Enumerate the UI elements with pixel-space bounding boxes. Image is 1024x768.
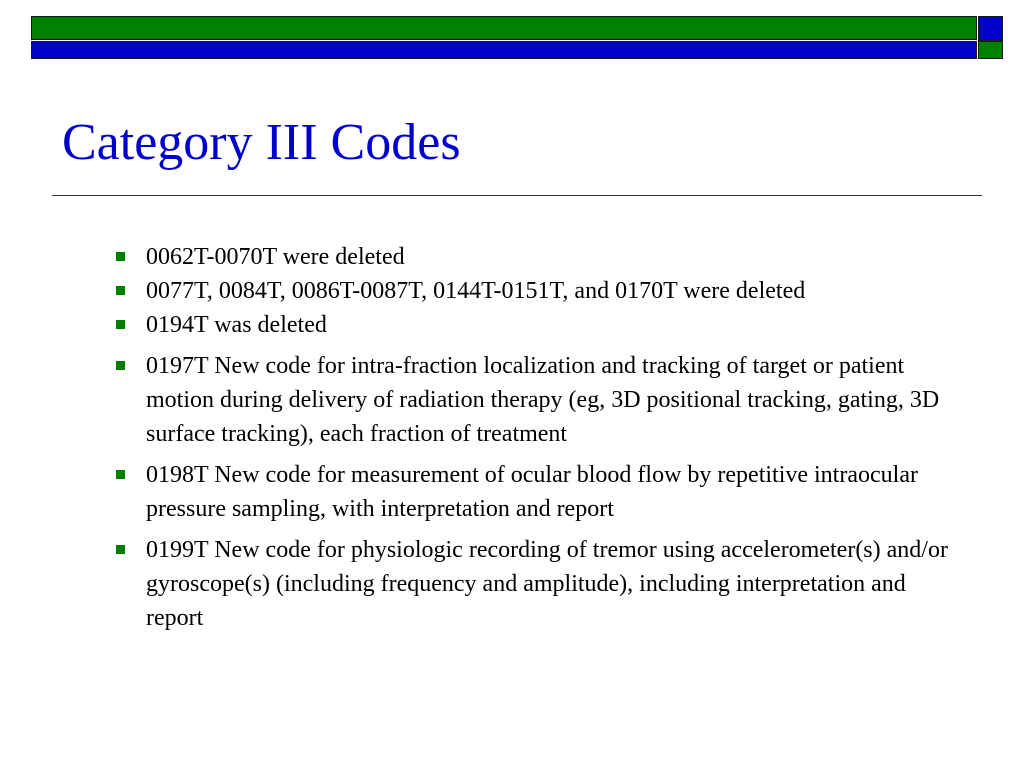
header-square-blue bbox=[978, 16, 1003, 41]
square-bullet-icon bbox=[116, 320, 125, 329]
bullet-text: 0198T New code for measurement of ocular blood flow by repetitive intraocular pressure sampling, with interpretation and report bbox=[146, 462, 918, 522]
bullet-item bbox=[114, 458, 954, 526]
bullet-item bbox=[114, 349, 954, 451]
square-bullet-icon bbox=[116, 470, 125, 479]
header-square-green bbox=[978, 41, 1003, 59]
bullet-text: 0194T was deleted bbox=[146, 312, 327, 338]
square-bullet-icon bbox=[116, 545, 125, 554]
header-bar-blue bbox=[31, 41, 977, 59]
bullet-item bbox=[114, 533, 954, 635]
bullet-item bbox=[114, 274, 954, 308]
bullet-item bbox=[114, 240, 954, 274]
bullet-text: 0199T New code for physiologic recording of tremor using accelerometer(s) and/or gyroscope(s) (including frequency and amplitude), including interpretation and report bbox=[146, 537, 948, 631]
bullet-text: 0197T New code for intra-fraction localization and tracking of target or patient motion during delivery of radiation therapy (eg, 3D positional tracking, gating, 3D surface tracking), each fraction of treatment bbox=[146, 353, 940, 447]
bullet-item bbox=[114, 308, 954, 342]
square-bullet-icon bbox=[116, 361, 125, 370]
square-bullet-icon bbox=[116, 252, 125, 261]
bullet-text: 0062T-0070T were deleted bbox=[146, 244, 405, 270]
square-bullet-icon bbox=[116, 286, 125, 295]
bullet-list bbox=[114, 240, 954, 635]
bullet-text: 0077T, 0084T, 0086T-0087T, 0144T-0151T, and 0170T were deleted bbox=[146, 278, 806, 304]
header-bar-green bbox=[31, 16, 977, 40]
slide-title: Category III Codes bbox=[62, 114, 461, 171]
title-divider bbox=[52, 195, 982, 196]
